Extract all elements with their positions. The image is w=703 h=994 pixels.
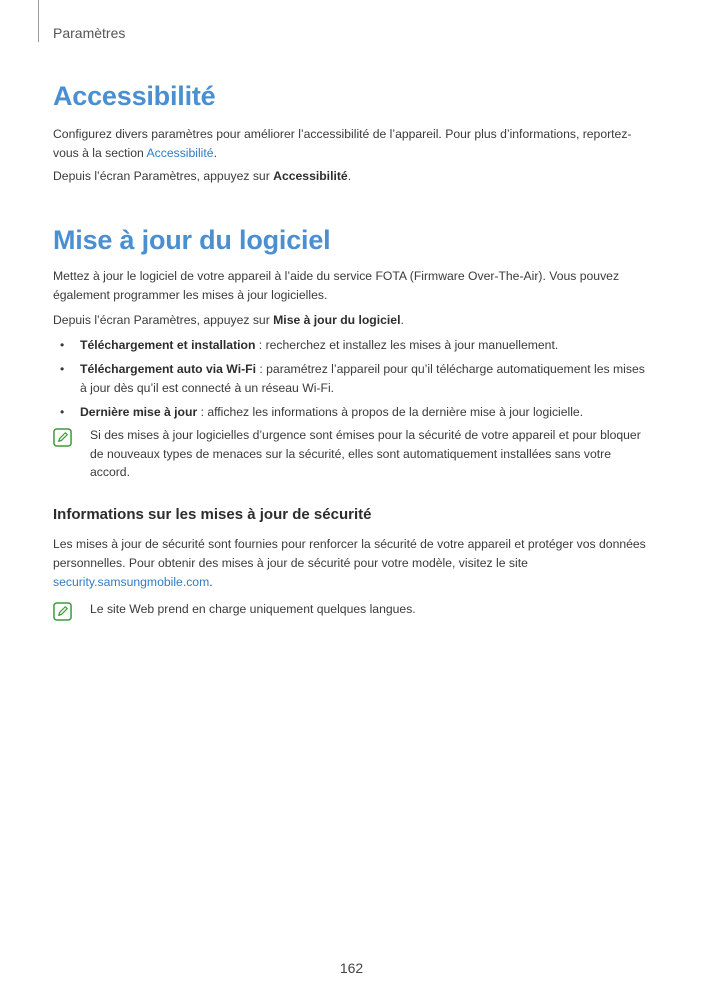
bullet-icon: • [60,362,65,376]
security-updates-body-text: Les mises à jour de sécurité sont fournies pour renforcer la sécurité de votre appareil et protéger vos données personnelles. Pour obtenir des mises à jour de sécurité pour votre modèle, visitez le site [53,537,646,570]
bullet-text: : paramétrez l’appareil pour qu’il télécharge automatiquement les mises à jour dès qu’il est connecté à un réseau Wi-Fi. [80,362,645,395]
note-text: Le site Web prend en charge uniquement quelques langues. [90,602,416,616]
accessibility-instruction-text: Depuis l’écran Paramètres, appuyez sur [53,169,274,183]
software-update-instruction-text: Depuis l’écran Paramètres, appuyez sur [53,313,274,327]
bullet-term: Téléchargement auto via Wi-Fi [80,362,256,376]
accessibility-instruction-bold: Accessibilité [273,169,348,183]
software-update-heading: Mise à jour du logiciel [53,225,331,255]
software-update-options-list [53,336,653,427]
list-item [53,360,653,398]
accessibility-instruction-end: . [347,169,352,183]
security-updates-body [53,535,651,592]
security-site-link[interactable]: security.samsungmobile.com [53,575,210,589]
bullet-text: : recherchez et installez les mises à jour manuellement. [255,338,559,352]
bullet-term: Téléchargement et installation [80,338,256,352]
accessibility-instruction [53,167,651,186]
header-rule [38,0,39,42]
accessibility-intro-end: . [213,146,217,160]
page-number: 162 [339,960,364,976]
security-updates-body-end: . [209,575,213,589]
security-updates-heading: Informations sur les mises à jour de sécurité [53,506,372,523]
list-item [53,336,653,355]
software-update-instruction-end: . [400,313,404,327]
accessibility-intro-text: Configurez divers paramètres pour améliorer l’accessibilité de l’appareil. Pour plus d’informations, reportez-vous à la section [53,127,632,160]
list-item [53,403,653,422]
software-update-instruction-bold: Mise à jour du logiciel [273,313,401,327]
accessibility-heading: Accessibilité [53,81,216,111]
note-text: Si des mises à jour logicielles d’urgence sont émises pour la sécurité de votre appareil et pour bloquer de nouveaux types de menaces sur la sécurité, elles sont automatiquement installées sans votre accord. [90,428,641,479]
bullet-icon: • [60,338,65,352]
accessibility-link[interactable]: Accessibilité [146,146,214,160]
software-update-intro: Mettez à jour le logiciel de votre appareil à l’aide du service FOTA (Firmware Over-The-Air). Vous pouvez également programmer les mises à jour logicielles. [53,269,620,302]
bullet-text: : affichez les informations à propos de la dernière mise à jour logicielle. [197,405,584,419]
accessibility-intro [53,125,651,163]
bullet-term: Dernière mise à jour [80,405,198,419]
header-title: Paramètres [53,25,126,41]
note-pencil-icon [53,428,72,447]
note-pencil-icon [53,602,72,621]
software-update-instruction [53,311,651,330]
bullet-icon: • [60,405,65,419]
